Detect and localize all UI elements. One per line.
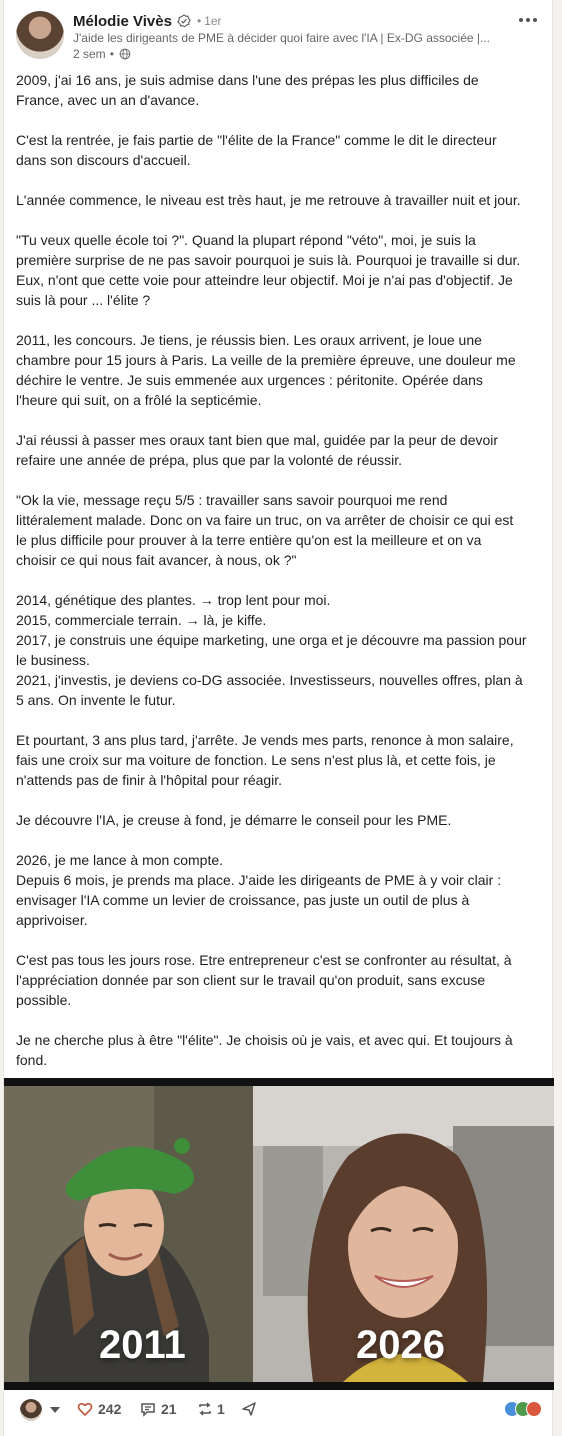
reactions-summary[interactable] [504, 1401, 542, 1417]
chevron-down-icon [50, 1407, 60, 1413]
post-line: apprivoiser. [16, 912, 88, 928]
like-count: 242 [98, 1401, 122, 1417]
post-line: refaire une année de prépa, plus que par la volonté de réussir. [16, 452, 403, 468]
repost-button[interactable] [197, 1401, 225, 1417]
post-line: 2014, génétique des plantes. → trop lent pour moi. [16, 592, 331, 608]
react-as-selector[interactable] [20, 1399, 60, 1421]
post-line: le business. [16, 652, 90, 668]
more-options-icon[interactable] [514, 8, 542, 32]
post-line: littéralement malade. Donc on va faire un truc, on va arrêter de choisir ce qui est [16, 512, 514, 528]
post-line: fond. [16, 1052, 48, 1068]
post-line: France, avec un an d'avance. [16, 92, 200, 108]
connection-degree: 1er [204, 14, 222, 28]
repost-icon [197, 1401, 213, 1417]
post-paragraph [16, 70, 544, 110]
post-paragraph [16, 810, 544, 830]
post-paragraph [16, 850, 544, 930]
post-line: C'est pas tous les jours rose. Etre entrepreneur c'est se confronter au résultat, à [16, 952, 512, 968]
year-label-left: 2011 [99, 1323, 186, 1367]
post-paragraph [16, 950, 544, 1010]
heart-outline-icon [77, 1401, 93, 1417]
send-icon [241, 1401, 257, 1417]
post-line: "Ok la vie, message reçu 5/5 : travailler sans savoir pourquoi me rend [16, 492, 448, 508]
post-line: le plus difficile pour prouver à la terre entière qu'on est la meilleure et on va [16, 532, 482, 548]
post-line: 5 ans. On invente le futur. [16, 692, 176, 708]
post-body [16, 70, 544, 1090]
post-line: déchire le ventre. Je suis emmenée aux urgences : péritonite. Opérée dans [16, 372, 483, 388]
post-header [4, 0, 552, 66]
comment-button[interactable] [140, 1401, 177, 1417]
post-line: choisir ce qui nous fait avancer, à nous, ok ?" [16, 552, 297, 568]
post-paragraph [16, 190, 544, 210]
post-meta [73, 47, 131, 61]
post-line: Depuis 6 mois, je prends ma place. J'aide les dirigeants de PME à y voir clair : [16, 872, 502, 888]
post-line: "Tu veux quelle école toi ?". Quand la plupart répond "véto", moi, je suis la [16, 232, 476, 248]
post-line: C'est la rentrée, je fais partie de "l'élite de la France" comme le dit le directeur [16, 132, 497, 148]
post-line: 2026, je me lance à mon compte. [16, 852, 224, 868]
post-line: 2015, commerciale terrain. → là, je kiffe. [16, 612, 267, 628]
post-paragraph [16, 130, 544, 170]
post-line: Je ne cherche plus à être "l'élite". Je choisis où je vais, et avec qui. Et toujours à [16, 1032, 513, 1048]
post-time: 2 sem [73, 47, 106, 61]
post-line: 2021, j'investis, je deviens co-DG associée. Investisseurs, nouvelles offres, plan à [16, 672, 523, 688]
author-name[interactable]: Mélodie Vivès [73, 12, 172, 30]
author-headline: J'aide les dirigeants de PME à décider quoi faire avec l'IA | Ex-DG associée |... [73, 31, 491, 45]
verified-icon [177, 14, 191, 28]
post-line: dans son discours d'accueil. [16, 152, 191, 168]
post-line: 2011, les concours. Je tiens, je réussis bien. Les oraux arrivent, je loue une [16, 332, 482, 348]
post-line: L'année commence, le niveau est très haut, je me retrouve à travailler nuit et jour. [16, 192, 521, 208]
love-reaction-icon [526, 1401, 542, 1417]
like-button[interactable] [77, 1401, 121, 1417]
current-user-avatar [20, 1399, 42, 1421]
globe-icon [119, 48, 131, 60]
separator-dot: • [196, 14, 202, 28]
post-actions-bar [4, 1392, 554, 1428]
author-avatar[interactable] [16, 11, 64, 59]
post-paragraph [16, 230, 544, 310]
post-line: possible. [16, 992, 72, 1008]
post-paragraph [16, 330, 544, 410]
separator-dot: • [109, 47, 114, 61]
post-paragraph [16, 490, 544, 570]
year-label-right: 2026 [356, 1323, 445, 1367]
post-line: Je découvre l'IA, je creuse à fond, je démarre le conseil pour les PME. [16, 812, 452, 828]
post-line: l'appréciation donnée par son client sur le travail qu'on produit, sans excuse [16, 972, 486, 988]
post-paragraph [16, 730, 544, 790]
post-line: n'attends pas de finir à l'hôpital pour réagir. [16, 772, 283, 788]
post-paragraph [16, 430, 544, 470]
post-line: 2009, j'ai 16 ans, je suis admise dans l'une des prépas les plus difficiles de [16, 72, 479, 88]
post-line: chambre pour 15 jours à Paris. La veille de la première épreuve, une douleur me [16, 352, 516, 368]
repost-count: 1 [217, 1401, 225, 1417]
post-line: 2017, je construis une équipe marketing, une orga et je découvre ma passion pour [16, 632, 527, 648]
post-line: l'heure qui suit, on a frôlé la septicémie. [16, 392, 262, 408]
post-line: envisager l'IA comme un levier de croissance, pas juste un outil de plus à [16, 892, 470, 908]
post-line: suis là pour ... l'élite ? [16, 292, 151, 308]
send-button[interactable] [241, 1401, 257, 1417]
post-line: Eux, n'ont que cette voie pour atteindre leur objectif. Moi je n'ai pas d'objectif. Je [16, 272, 513, 288]
photo-2026 [253, 1086, 554, 1382]
post-image[interactable] [4, 1078, 554, 1390]
post-line: fais une croix sur ma voiture de fonction. Le sens n'est plus là, et cette fois, je [16, 752, 496, 768]
post-card [3, 0, 553, 1436]
post-paragraph [16, 1030, 544, 1070]
post-line: Et pourtant, 3 ans plus tard, j'arrête. Je vends mes parts, renonce à mon salaire, [16, 732, 514, 748]
author-name-row [73, 11, 221, 31]
comment-count: 21 [161, 1401, 177, 1417]
post-paragraph [16, 590, 544, 710]
post-line: J'ai réussi à passer mes oraux tant bien que mal, guidée par la peur de devoir [16, 432, 499, 448]
post-line: première surprise de ne pas savoir pourquoi je suis là. Pourquoi je travaille si dur. [16, 252, 521, 268]
comment-icon [140, 1401, 156, 1417]
photo-2011 [4, 1086, 253, 1382]
